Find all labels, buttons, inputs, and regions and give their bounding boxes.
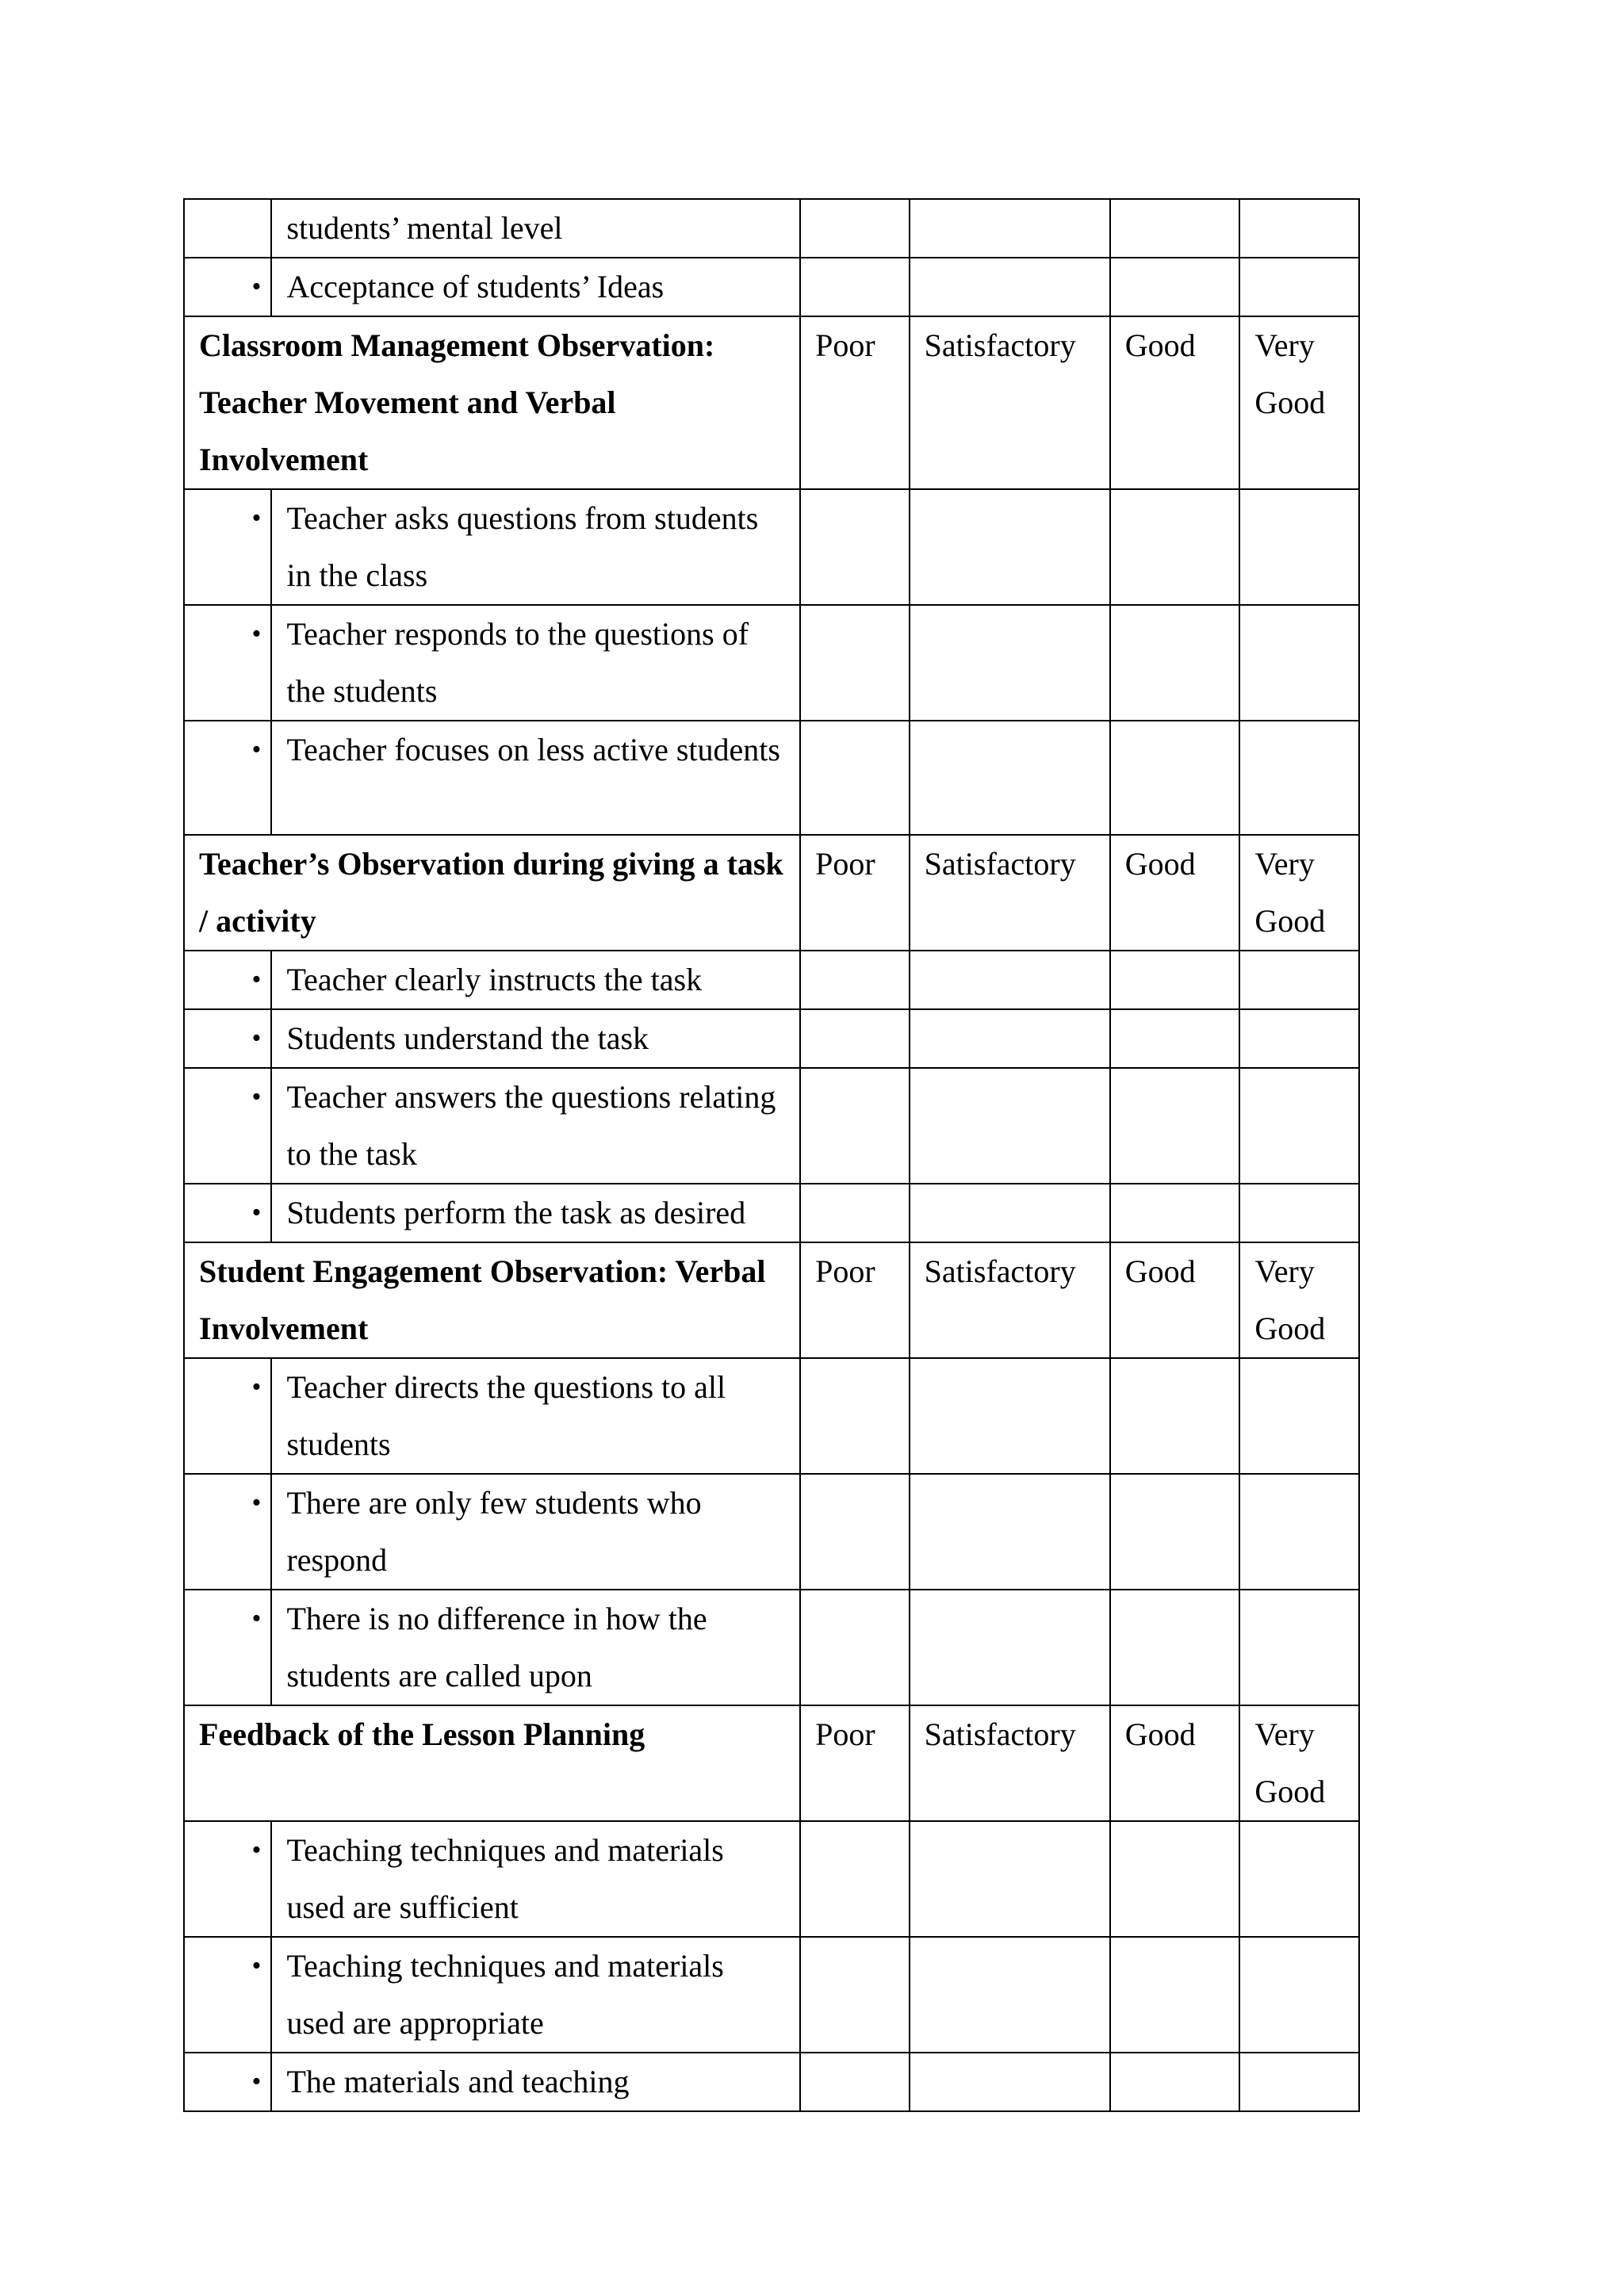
section-title: Student Engagement Observation: Verbal Involvement [184, 1242, 800, 1358]
table-row [184, 258, 1359, 316]
rating-cell-poor [800, 258, 910, 316]
rating-cell-good [1110, 1358, 1240, 1474]
rating-cell-good [1110, 951, 1240, 1009]
rating-cell-poor [800, 2053, 910, 2111]
rating-label-good: Good [1110, 1242, 1240, 1358]
rating-cell-satisfactory [910, 951, 1110, 1009]
rating-cell-very-good [1239, 1474, 1359, 1590]
rating-cell-good [1110, 721, 1240, 835]
section-title: Teacher’s Observation during giving a task / activity [184, 835, 800, 951]
rating-cell-very-good [1239, 199, 1359, 258]
rating-label-poor: Poor [800, 835, 910, 951]
bullet-icon: • [184, 2053, 271, 2111]
rating-label-good: Good [1110, 1705, 1240, 1821]
table-row [184, 1184, 1359, 1242]
criterion-text: Students understand the task [271, 1009, 800, 1068]
table-row [184, 199, 1359, 258]
rating-cell-good [1110, 2053, 1240, 2111]
criterion-text: Acceptance of students’ Ideas [271, 258, 800, 316]
rating-cell-poor [800, 1937, 910, 2053]
rating-cell-very-good [1239, 258, 1359, 316]
rating-cell-satisfactory [910, 721, 1110, 835]
table-row [184, 721, 1359, 835]
table-row [184, 1358, 1359, 1474]
rating-label-very-good: Very Good [1239, 316, 1359, 489]
table-row [184, 489, 1359, 605]
table-row [184, 605, 1359, 721]
rating-cell-very-good [1239, 1358, 1359, 1474]
table-row [184, 1068, 1359, 1184]
rating-cell-poor [800, 1009, 910, 1068]
criterion-text: students’ mental level [271, 199, 800, 258]
criterion-text: Students perform the task as desired [271, 1184, 800, 1242]
rating-cell-very-good [1239, 605, 1359, 721]
rating-cell-very-good [1239, 721, 1359, 835]
rating-cell-satisfactory [910, 605, 1110, 721]
rating-cell-good [1110, 605, 1240, 721]
rating-label-good: Good [1110, 835, 1240, 951]
rating-cell-very-good [1239, 1068, 1359, 1184]
rating-label-satisfactory: Satisfactory [910, 316, 1110, 489]
bullet-icon: • [184, 1474, 271, 1590]
bullet-icon: • [184, 1821, 271, 1937]
rating-cell-poor [800, 951, 910, 1009]
rating-cell-good [1110, 199, 1240, 258]
table-row [184, 2053, 1359, 2111]
rating-cell-good [1110, 1590, 1240, 1705]
rating-label-good: Good [1110, 316, 1240, 489]
criterion-text: Teacher clearly instructs the task [271, 951, 800, 1009]
rating-cell-satisfactory [910, 1184, 1110, 1242]
rating-cell-very-good [1239, 1184, 1359, 1242]
rating-cell-good [1110, 1821, 1240, 1937]
section-header-row [184, 316, 1359, 489]
rating-label-poor: Poor [800, 316, 910, 489]
rating-cell-very-good [1239, 1009, 1359, 1068]
criterion-text: Teacher asks questions from students in the class [271, 489, 800, 605]
rating-label-satisfactory: Satisfactory [910, 1242, 1110, 1358]
rating-label-very-good: Very Good [1239, 1242, 1359, 1358]
criterion-text: There is no difference in how the students are called upon [271, 1590, 800, 1705]
table-row [184, 1009, 1359, 1068]
rating-cell-good [1110, 1009, 1240, 1068]
criterion-text: Teacher responds to the questions of the students [271, 605, 800, 721]
section-header-row [184, 835, 1359, 951]
rating-cell-poor [800, 1474, 910, 1590]
table-row [184, 951, 1359, 1009]
table-row [184, 1821, 1359, 1937]
rating-cell-good [1110, 1068, 1240, 1184]
table-row [184, 1474, 1359, 1590]
rating-label-very-good: Very Good [1239, 835, 1359, 951]
rating-cell-satisfactory [910, 489, 1110, 605]
rating-cell-good [1110, 258, 1240, 316]
section-title: Classroom Management Observation: Teacher Movement and Verbal Involvement [184, 316, 800, 489]
rating-cell-good [1110, 1937, 1240, 2053]
rating-cell-satisfactory [910, 2053, 1110, 2111]
rating-cell-satisfactory [910, 199, 1110, 258]
rating-cell-satisfactory [910, 1590, 1110, 1705]
criterion-text: There are only few students who respond [271, 1474, 800, 1590]
table-row [184, 1937, 1359, 2053]
bullet-icon: • [184, 721, 271, 835]
rating-cell-very-good [1239, 951, 1359, 1009]
rating-cell-good [1110, 1474, 1240, 1590]
bullet-icon: • [184, 951, 271, 1009]
bullet-icon: • [184, 605, 271, 721]
rating-cell-poor [800, 489, 910, 605]
rating-label-poor: Poor [800, 1705, 910, 1821]
rating-label-poor: Poor [800, 1242, 910, 1358]
rating-label-satisfactory: Satisfactory [910, 835, 1110, 951]
bullet-cell [184, 199, 271, 258]
rating-cell-poor [800, 721, 910, 835]
bullet-icon: • [184, 489, 271, 605]
rating-cell-very-good [1239, 2053, 1359, 2111]
table-row [184, 1590, 1359, 1705]
observation-checklist-table [183, 198, 1360, 2112]
bullet-icon: • [184, 258, 271, 316]
rating-cell-very-good [1239, 489, 1359, 605]
criterion-text: Teacher focuses on less active students [271, 721, 800, 835]
criterion-text: Teacher answers the questions relating to the task [271, 1068, 800, 1184]
rating-cell-poor [800, 199, 910, 258]
rating-cell-satisfactory [910, 1068, 1110, 1184]
bullet-icon: • [184, 1937, 271, 2053]
bullet-icon: • [184, 1009, 271, 1068]
criterion-text: Teacher directs the questions to all students [271, 1358, 800, 1474]
rating-cell-very-good [1239, 1937, 1359, 2053]
rating-cell-poor [800, 1358, 910, 1474]
rating-cell-poor [800, 1590, 910, 1705]
bullet-icon: • [184, 1590, 271, 1705]
rating-cell-satisfactory [910, 1474, 1110, 1590]
section-title: Feedback of the Lesson Planning [184, 1705, 800, 1821]
rating-cell-satisfactory [910, 258, 1110, 316]
rating-cell-good [1110, 489, 1240, 605]
section-header-row [184, 1242, 1359, 1358]
bullet-icon: • [184, 1068, 271, 1184]
criterion-text: The materials and teaching [271, 2053, 800, 2111]
rating-cell-satisfactory [910, 1821, 1110, 1937]
rating-cell-satisfactory [910, 1358, 1110, 1474]
criterion-text: Teaching techniques and materials used are appropriate [271, 1937, 800, 2053]
rating-cell-very-good [1239, 1590, 1359, 1705]
rating-cell-poor [800, 1068, 910, 1184]
rating-label-very-good: Very Good [1239, 1705, 1359, 1821]
rating-cell-poor [800, 1821, 910, 1937]
rating-cell-satisfactory [910, 1009, 1110, 1068]
section-header-row [184, 1705, 1359, 1821]
rating-cell-poor [800, 1184, 910, 1242]
rating-label-satisfactory: Satisfactory [910, 1705, 1110, 1821]
rating-cell-very-good [1239, 1821, 1359, 1937]
bullet-icon: • [184, 1184, 271, 1242]
criterion-text: Teaching techniques and materials used are sufficient [271, 1821, 800, 1937]
bullet-icon: • [184, 1358, 271, 1474]
rating-cell-good [1110, 1184, 1240, 1242]
rating-cell-poor [800, 605, 910, 721]
rating-cell-satisfactory [910, 1937, 1110, 2053]
